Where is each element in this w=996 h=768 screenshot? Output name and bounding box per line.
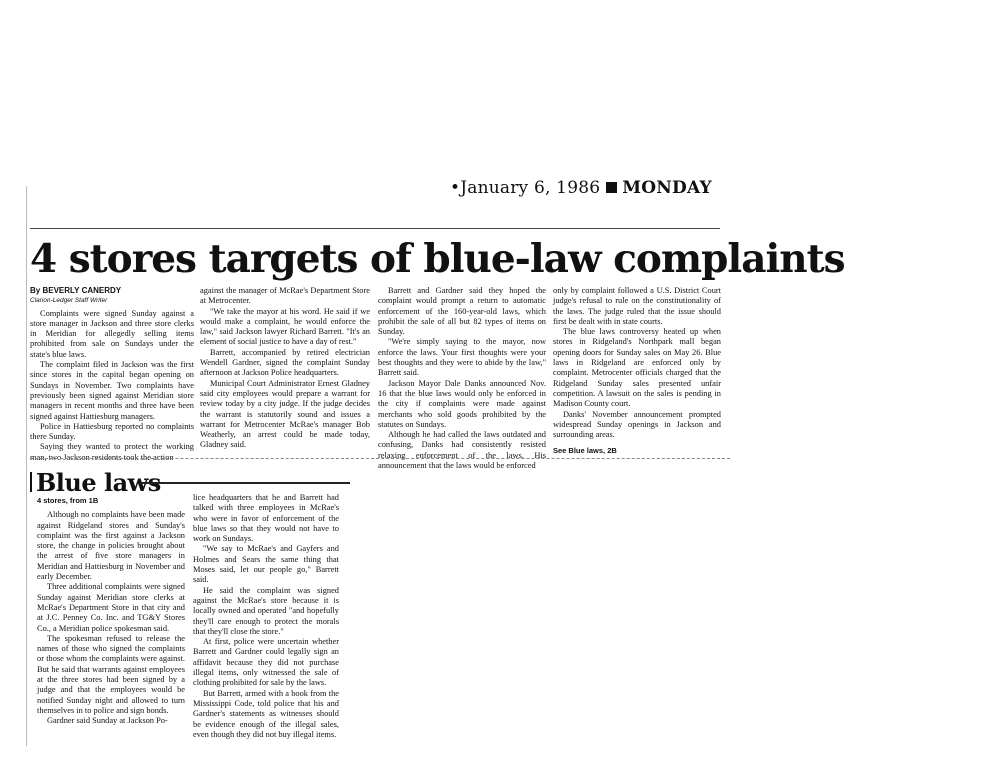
paragraph: only by complaint followed a U.S. District Court judge's refusal to rule on the constitutionality of the laws. The judge ruled that the issue should first be dealt with in state courts.	[553, 286, 721, 326]
paragraph: Barrett and Gardner said they hoped the complaint would prompt a return to automatic enforcement of the 160-year-old laws, which prohibit the sale of all but 82 types of items on Sunday.	[378, 286, 546, 337]
paragraph: Municipal Court Administrator Ernest Gladney said city employees would prepare a warrant for review today by a city judge. If the judge decides the warrant is statutorily sound and issues a warrant for Metrocenter McRae's manager Bob Weatherly, an arrest could be made today, Gladney said.	[200, 378, 370, 450]
title-rule	[140, 482, 350, 484]
issue-date: January 6, 1986	[460, 178, 601, 198]
paragraph: Complaints were signed Sunday against a store manager in Jackson and three store clerks in Meridian for allegedly selling items prohibited from sale on Sundays under the state's blue laws.	[30, 308, 194, 359]
byline: By BEVERLY CANERDY	[30, 286, 122, 295]
square-bullet-icon	[606, 182, 617, 193]
paragraph: Saying they wanted to protect the working man, two Jackson residents took the action	[30, 442, 194, 462]
paragraph: lice headquarters that he and Barrett had talked with three employees in McRae's who were in favor of enforcement of the blue laws so that they would not have to work on Sundays.	[193, 493, 339, 544]
margin-rule	[26, 186, 27, 746]
paragraph: Jackson Mayor Dale Danks announced Nov. 16 that the blue laws would only be enforced in the city if complaints were made against merchants who sold goods prohibited by the statutes on Sundays.	[378, 378, 546, 429]
continuation-title: Blue laws	[36, 468, 161, 497]
paragraph: "We're simply saying to the mayor, now enforce the laws. Your first thoughts were your best thoughts and they were to abide by the law," Barrett said.	[378, 337, 546, 378]
jump-line: 4 stores, from 1B	[37, 496, 99, 505]
paragraph: Although he had called the laws outdated and confusing, Danks had consistently resisted relaxing enforcement of the laws. His announcement that the laws would be enforced	[378, 430, 546, 471]
header-rule	[30, 228, 720, 229]
paragraph: But Barrett, armed with a book from the Mississippi Code, told police that his and Gardner's statements as witnesses should be evidence enough of the illegal sales, even though they did not buy illegal items.	[193, 688, 339, 739]
paragraph: "We say to McRae's and Gayfers and Holmes and Sears the same thing that Moses said, let our people go," Barrett said.	[193, 544, 339, 585]
dateline	[450, 178, 712, 198]
paragraph: Three additional complaints were signed Sunday against Meridian store clerks at McRae's Department Store in that city and at J.C. Penney Co. Inc. and TG&Y Stores Co., a Meridian police spokesman said.	[37, 582, 185, 633]
paragraph: The blue laws controversy heated up when stores in Ridgeland's Northpark mall began opening doors for Sunday sales on May 26. Blue laws in Ridgeland are enforced only by complaint. Metrocenter officials charged that the Ridgeland Sunday sales presented unfair competition. A lawsuit on the sales is pending in Madison County court.	[553, 327, 721, 409]
article-column-2	[200, 286, 370, 451]
headline: 4 stores targets of blue-law complaints	[30, 236, 845, 282]
article-column-4	[553, 286, 721, 457]
bullet: •	[450, 178, 461, 198]
paragraph: against the manager of McRae's Department Store at Metrocenter.	[200, 286, 370, 306]
paragraph: Police in Hattiesburg reported no complaints there Sunday.	[30, 421, 194, 442]
paragraph: Although no complaints have been made against Ridgeland stores and Sunday's complaint was the first against a Jackson store, the change in policies brought about the arrest of five store managers in Meridian and Hattiesburg in November and early December.	[37, 510, 185, 582]
paragraph: Danks' November announcement prompted widespread Sunday openings in Jackson and surrounding areas.	[553, 409, 721, 440]
clipping-cut-line	[30, 458, 730, 459]
paragraph: The spokesman refused to release the names of those who signed the complaints or those whom the complaints were against. But he said that warrants against employees at the three stores had been signed by a judge and that the employees would be notified Sunday night and allowed to turn themselves in to police and sign bonds.	[37, 633, 185, 715]
see-reference: See Blue laws, 2B	[553, 446, 617, 456]
continuation-column-2	[193, 493, 339, 740]
paragraph: He said the complaint was signed against the McRae's store because it is locally owned and operated "and hopefully they'll care enough to protect the morals that they'll close the store."	[193, 585, 339, 636]
issue-day: MONDAY	[622, 178, 712, 198]
paragraph: At first, police were uncertain whether Barrett and Gardner could legally sign an affidavit because they did not purchase illegal items, only witnessed the sale of clothing prohibited for sale by the laws.	[193, 637, 339, 688]
paragraph: Gardner said Sunday at Jackson Po-	[47, 716, 168, 726]
paragraph: "We take the mayor at his word. He said if we would make a complaint, he would enforce the law," said Jackson lawyer Richard Barrett. "It's an element of social justice to have a day of rest."	[200, 306, 370, 347]
article-column-3	[378, 286, 546, 471]
box-bar	[30, 472, 32, 492]
paragraph: The complaint filed in Jackson was the first since stores in the capital began opening on Sundays in November. Two complaints have previously been signed against Meridian store managers in recent months and three have been signed against Hattiesburg managers.	[30, 360, 194, 421]
continuation-column-1	[37, 496, 185, 727]
paragraph: Barrett, accompanied by retired electrician Wendell Gardner, signed the complaint Sunday afternoon at Jackson Police headquarters.	[200, 347, 370, 378]
byline-title: Clarion-Ledger Staff Writer	[30, 297, 108, 305]
article-column-1	[30, 286, 194, 463]
